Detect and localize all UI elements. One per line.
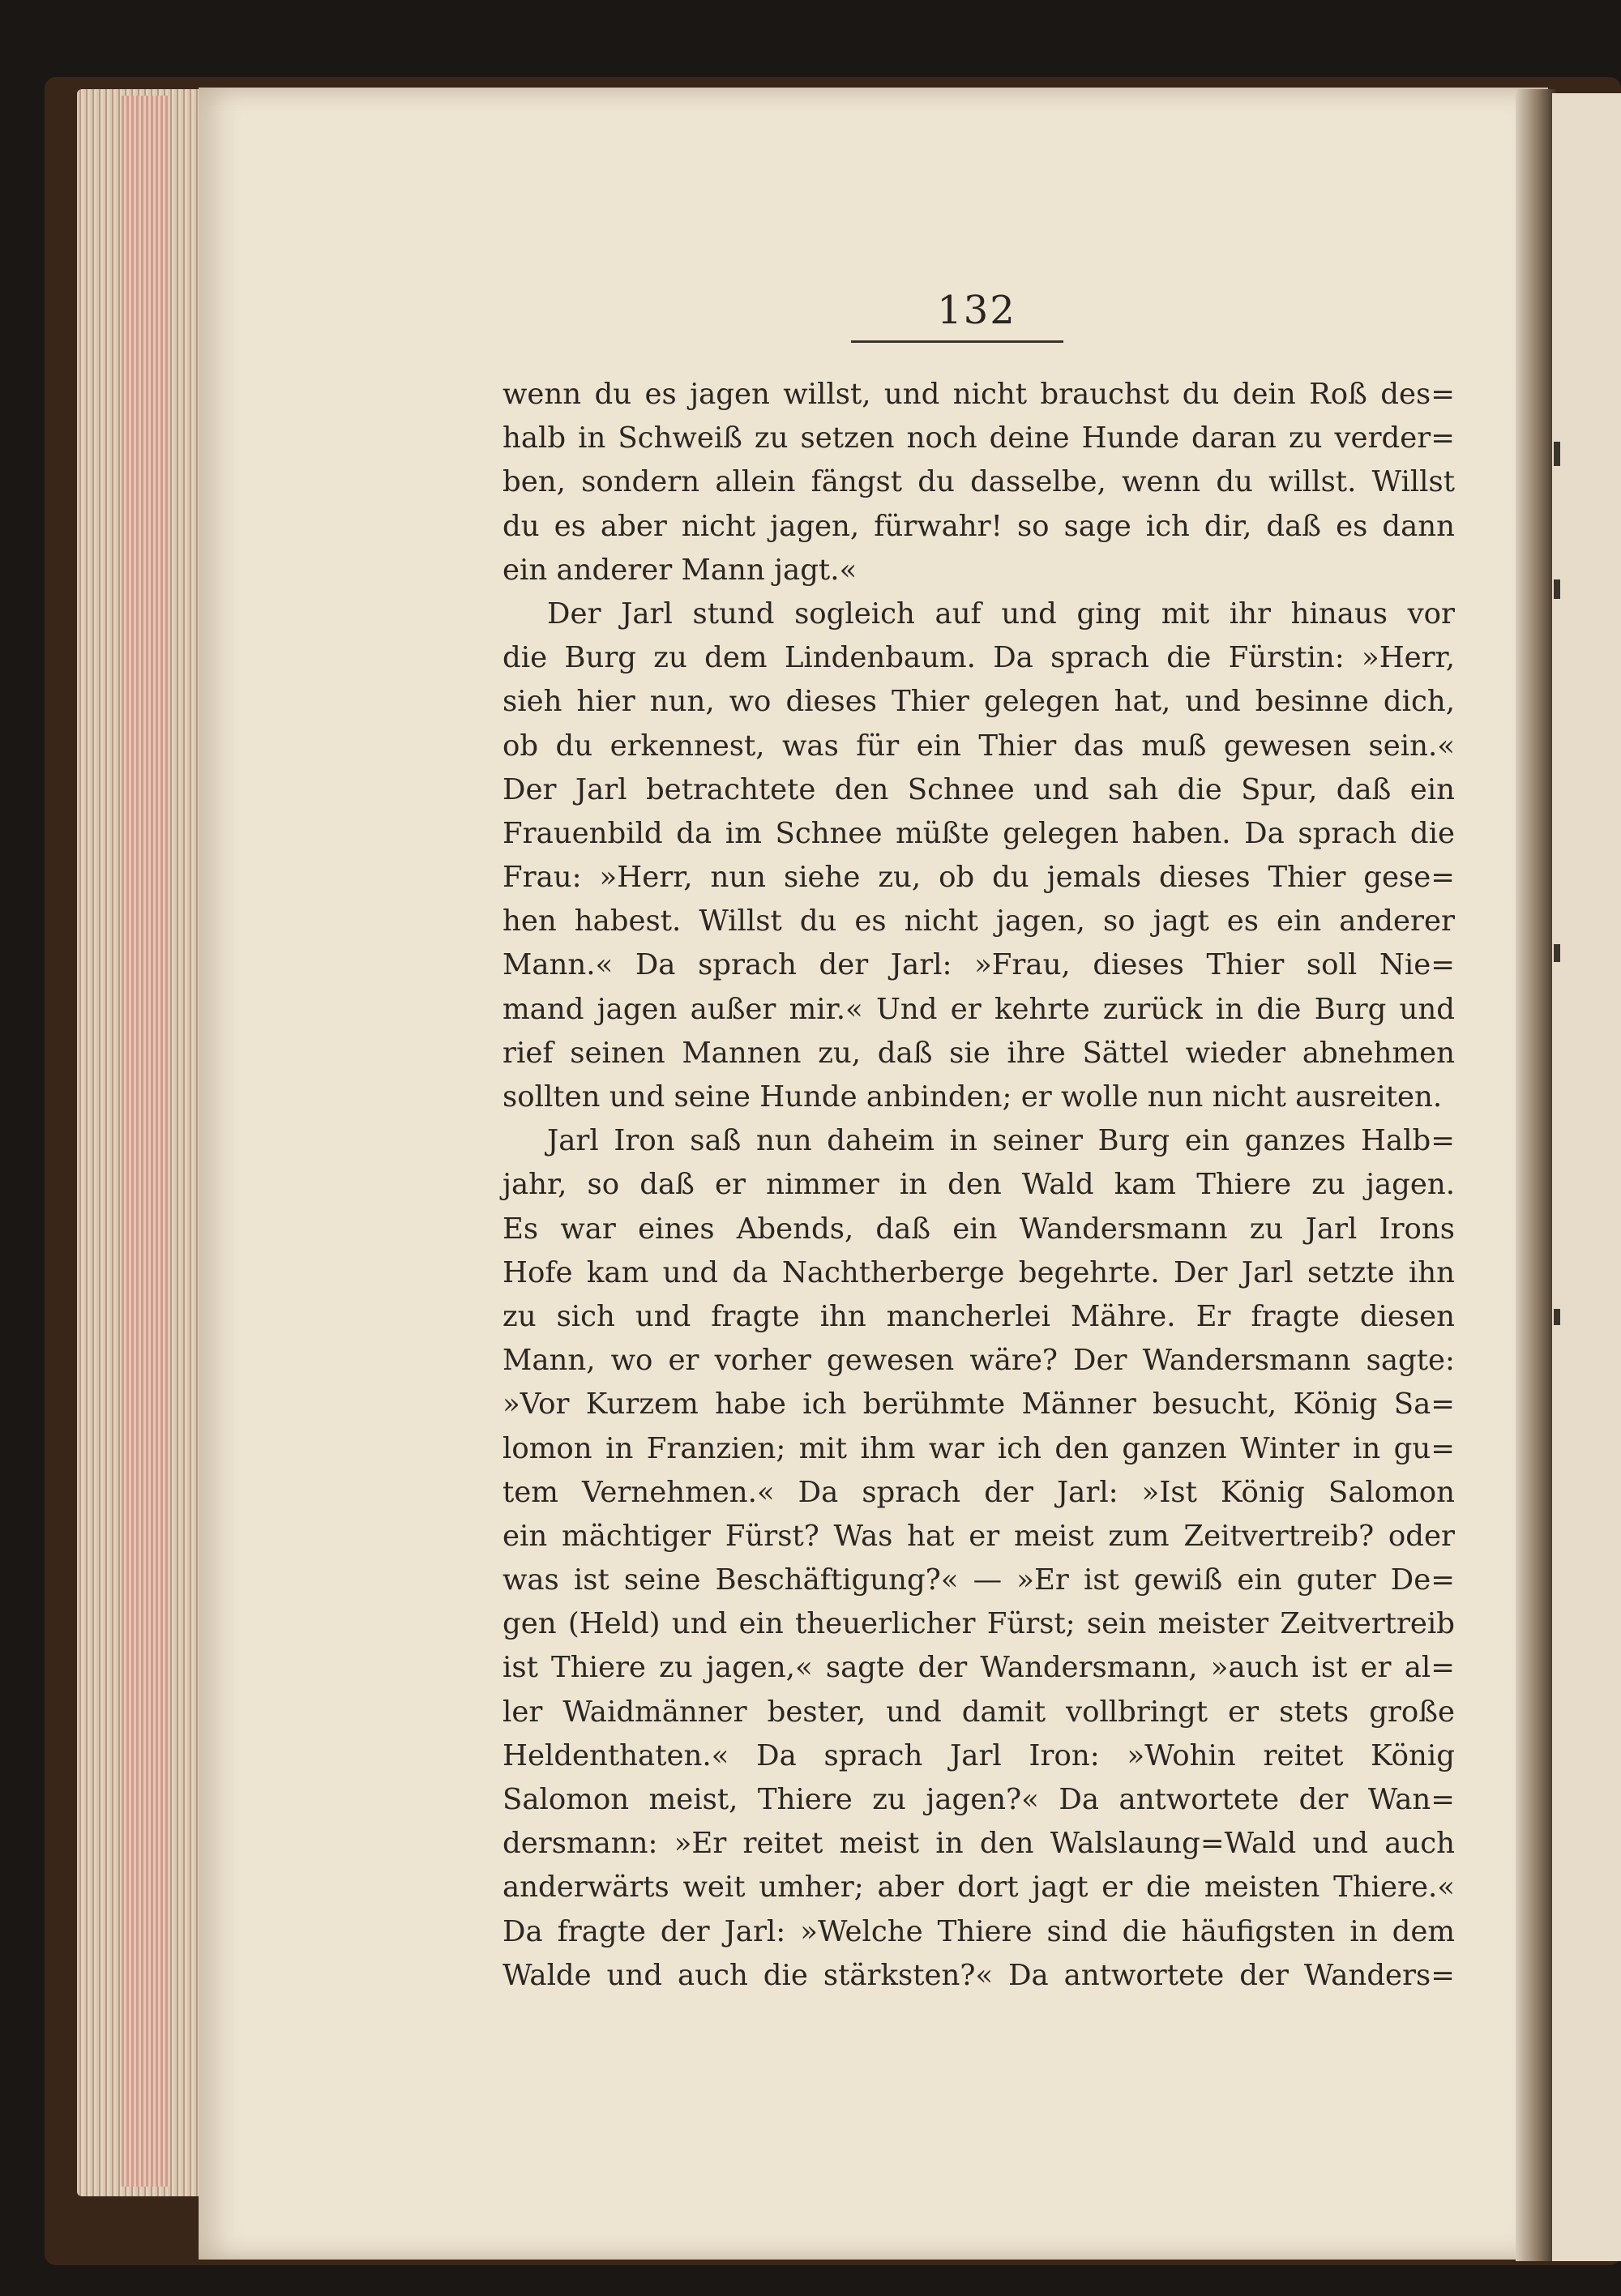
text-line: was ist seine Beschäftigung?« — »Er ist gewiß ein guter De= [503,1563,1455,1597]
text-line: anderwärts weit umher; aber dort jagt er die meisten Thiere.« [503,1871,1455,1905]
text-line: Heldenthaten.« Da sprach Jarl Iron: »Wohin reitet König [503,1738,1455,1772]
text-line: gen (Held) und ein theuerlicher Fürst; sein meister Zeitvertreib [503,1607,1455,1641]
text-line: Mann, wo er vorher gewesen wäre? Der Wandersmann sagte: [503,1344,1455,1378]
text-line: Jarl Iron saß nun daheim in seiner Burg ein ganzes Halb= [547,1124,1455,1158]
text-line: Frauenbild da im Schnee müßte gelegen haben. Da sprach die [503,816,1455,850]
page-number: 132 [937,288,1016,333]
text-line: Der Jarl stund sogleich auf und ging mit ihr hinaus vor [547,596,1455,631]
text-line: Da fragte der Jarl: »Welche Thiere sind die häufigsten in dem [503,1914,1455,1948]
text-line: Es war eines Abends, daß ein Wandersmann zu Jarl Irons [503,1212,1455,1246]
text-line: zu sich und fragte ihn mancherlei Mähre. Er fragte diesen [503,1299,1455,1333]
text-line: hen habest. Willst du es nicht jagen, so jagt es ein anderer [503,904,1455,938]
text-line: ist Thiere zu jagen,« sagte der Wandersmann, »auch ist er al= [503,1651,1455,1685]
text-line: lomon in Franzien; mit ihm war ich den ganzen Winter in gu= [503,1431,1455,1465]
text-line: sollten und seine Hunde anbinden; er wolle nun nicht ausreiten. [503,1080,1443,1114]
text-line: die Burg zu dem Lindenbaum. Da sprach die Fürstin: »Herr, [503,641,1455,675]
red-page-edges [122,96,170,2187]
text-line: Mann.« Da sprach der Jarl: »Frau, dieses Thier soll Nie= [503,948,1455,982]
text-line: halb in Schweiß zu setzen noch deine Hunde daran zu verder= [503,421,1455,455]
body-text [503,373,1455,1998]
text-line: Hofe kam und da Nachtherberge begehrte. Der Jarl setzte ihn [503,1255,1455,1289]
text-line: Der Jarl betrachtete den Schnee und sah die Spur, daß ein [503,772,1455,806]
text-line: du es aber nicht jagen, fürwahr! so sage ich dir, daß es dann [503,509,1455,543]
header-rule [851,340,1063,343]
text-line: ler Waidmänner bester, und damit vollbringt er stets große [503,1695,1455,1729]
text-line: ob du erkennest, was für ein Thier das muß gewesen sein.« [503,729,1455,763]
text-line: mand jagen außer mir.« Und er kehrte zurück in die Burg und [503,992,1455,1026]
text-line: tem Vernehmen.« Da sprach der Jarl: »Ist König Salomon [503,1475,1455,1509]
text-line: sieh hier nun, wo dieses Thier gelegen hat, und besinne dich, [503,685,1455,719]
text-line: ein mächtiger Fürst? Was hat er meist zum Zeitvertreib? oder [503,1519,1455,1553]
text-line: ben, sondern allein fängst du dasselbe, wenn du willst. Willst [503,465,1455,499]
text-line: rief seinen Mannen zu, daß sie ihre Sättel wieder abnehmen [503,1036,1455,1070]
text-line: jahr, so daß er nimmer in den Wald kam Thiere zu jagen. [503,1168,1455,1202]
book-gutter [1516,89,1556,2261]
text-line: wenn du es jagen willst, und nicht brauchst du dein Roß des= [503,378,1455,411]
text-line: dersmann: »Er reitet meist in den Walslaung=Wald und auch [503,1827,1455,1861]
text-line: Walde und auch die stärksten?« Da antwortete der Wanders= [503,1958,1455,1992]
text-line: ein anderer Mann jagt.« [503,553,858,587]
text-line: Salomon meist, Thiere zu jagen?« Da antwortete der Wan= [503,1783,1455,1816]
text-line: »Vor Kurzem habe ich berühmte Männer besucht, König Sa= [503,1387,1455,1422]
text-line: Frau: »Herr, nun siehe zu, ob du jemals dieses Thier gese= [503,861,1455,895]
facing-page-edge [1552,93,1621,2261]
